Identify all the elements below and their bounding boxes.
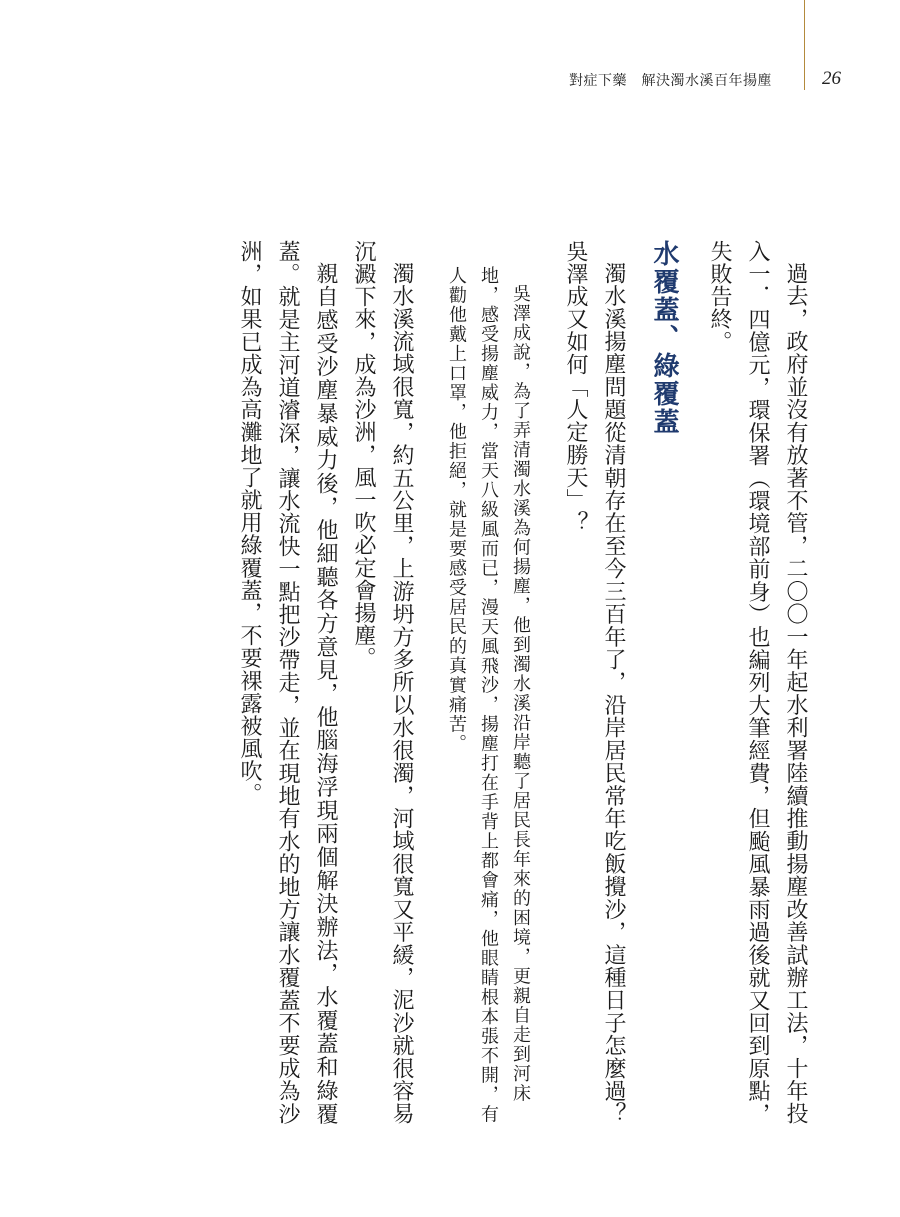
header-divider-rule — [804, 0, 805, 90]
paragraph-river-basin: 濁水溪流域很寬，約五公里，上游坍方多所以水很濁，河域很寬又平緩，泥沙就很容易沉澱下來，成為沙洲，風一吹必定會揚塵。 — [351, 240, 414, 1125]
page-number: 26 — [822, 68, 841, 89]
section-heading: 水覆蓋、綠覆蓋 — [649, 240, 679, 436]
article-body — [114, 240, 814, 1125]
paragraph-two-solutions: 親自感受沙塵暴威力後，他細聽各方意見，他腦海浮現兩個解決辦法，水覆蓋和綠覆蓋。就是主河道濬深，讓水流快一點把沙帶走，並在現地有水的地方讓水覆蓋不要成為沙洲，如果已成為高灘地了就用綠覆蓋，不要裸露被風吹。 — [237, 240, 338, 1125]
paragraph-government-efforts: 過去，政府並沒有放著不管，二〇〇一年起水利署陸續推動揚塵改善試辦工法，十年投入一．四億元，環保署（環境部前身）也編列大筆經費，但颱風暴雨過後就又回到原點，失敗告終。 — [707, 240, 808, 1125]
paragraph-three-hundred-years: 濁水溪揚塵問題從清朝存在至今三百年了，沿岸居民常年吃飯攪沙，這種日子怎麼過？吳澤成又如何「人定勝天」？ — [563, 240, 626, 1125]
quote-block-wu-zecheng: 吳澤成說，為了弄清濁水溪為何揚塵，他到濁水溪沿岸聽了居民長年來的困境，更親自走到河床地，感受揚塵威力，當天八級風而已，漫天風飛沙，揚塵打在手背上都會痛，他眼睛根本張不開，有人勸他戴上口罩，他拒絕，就是要感受居民的真實痛苦。 — [446, 266, 531, 1124]
running-header-title: 對症下藥 解決濁水溪百年揚塵 — [569, 73, 772, 89]
